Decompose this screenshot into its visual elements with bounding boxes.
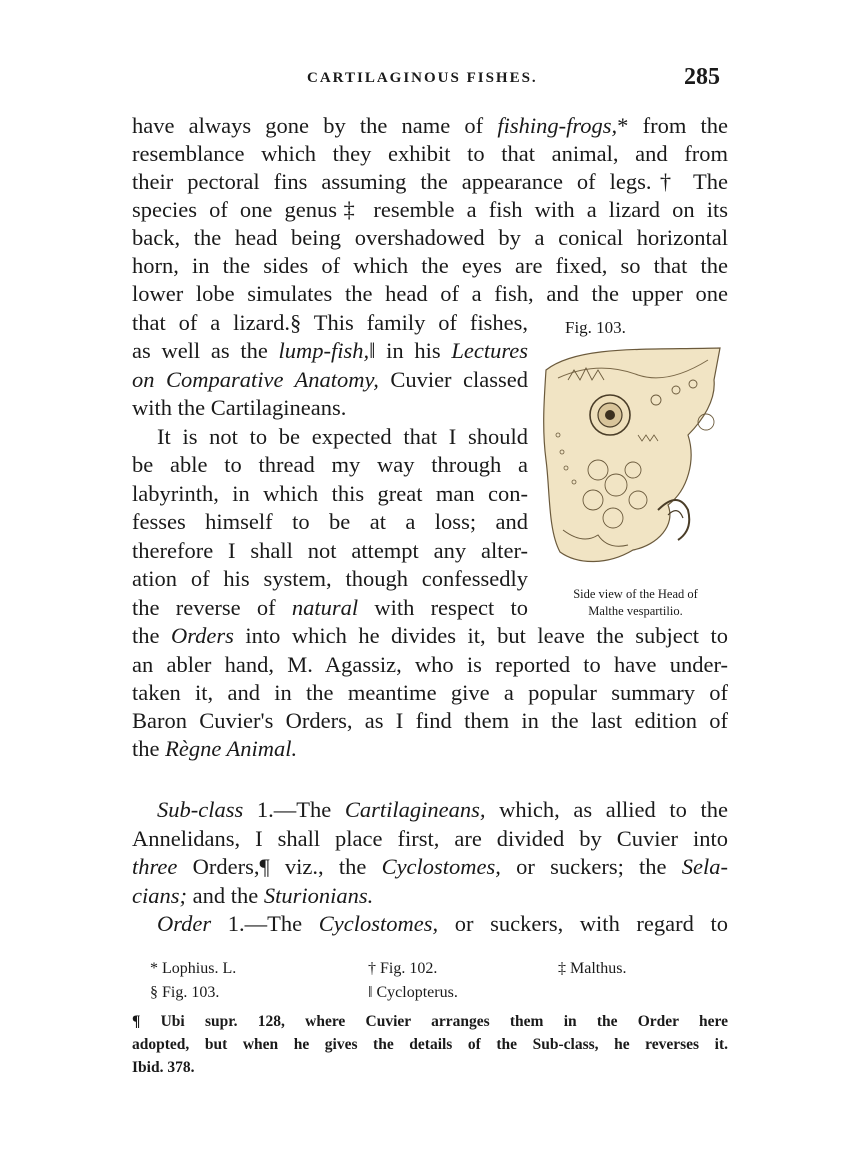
text-line: Sub-class 1.—The Cartilagineans, which, as allied to the [157, 797, 728, 822]
text-line: It is not to be expected that I should [157, 424, 528, 449]
running-head [132, 66, 728, 94]
text-line: ation of his system, though confessedly [132, 566, 528, 591]
text-line: be able to thread my way through a [132, 452, 528, 477]
footnote: Ibid. 378. [132, 1059, 195, 1076]
text-line: resemblance which they exhibit to that animal, and from [132, 141, 728, 166]
page-number: 285 [684, 64, 720, 90]
text-line: horn, in the sides of which the eyes are fixed, so that the [132, 253, 728, 278]
footnote: adopted, but when he gives the details of the Sub-class, he reverses it. [132, 1036, 728, 1053]
text-line: Annelidans, I shall place first, are divided by Cuvier into [132, 826, 728, 851]
footnote: § Fig. 103. [150, 984, 220, 1001]
text-line: the reverse of natural with respect to [132, 595, 529, 620]
figure-caption: Side view of the Head of Malthe vespartilio. [573, 587, 698, 618]
footnote: * Lophius. L. [150, 960, 237, 977]
text-line: fesses himself to be at a loss; and [132, 509, 528, 534]
figure-label: Fig. 103. [565, 318, 626, 337]
text-line: the Orders into which he divides it, but leave the subject to [132, 623, 729, 648]
text-line: taken it, and in the meantime give a popular summary of [132, 680, 728, 705]
footnote: ‡ Malthus. [558, 960, 627, 977]
text-line: have always gone by the name of fishing-frogs,* from the [132, 113, 728, 138]
text-line: their pectoral fins assuming the appearance of legs.† The [132, 169, 728, 194]
text-line: therefore I shall not attempt any alter- [132, 538, 528, 563]
running-title: CARTILAGINOUS FISHES. [307, 70, 538, 86]
text-line: with the Cartilagineans. [132, 395, 347, 420]
footnote: † Fig. 102. [368, 960, 438, 977]
fish-head-illustration [538, 340, 728, 578]
text-line: on Comparative Anatomy, Cuvier classed [132, 367, 528, 392]
text-line: Order 1.—The Cyclostomes, or suckers, with regard to [157, 911, 729, 936]
text-line: three Orders,¶ viz., the Cyclostomes, or suckers; the Sela- [132, 854, 728, 879]
text-line: as well as the lump-fish,‖ in his Lectures [132, 338, 528, 363]
text-line: cians; and the Sturionians. [132, 883, 374, 908]
text-line: the Règne Animal. [132, 736, 298, 761]
text-line: labyrinth, in which this great man con- [132, 481, 528, 506]
text-line: an abler hand, M. Agassiz, who is reported to have under- [132, 652, 728, 677]
text-line: Baron Cuvier's Orders, as I find them in the last edition of [132, 708, 728, 733]
footnote: ‖ Cyclopterus. [368, 984, 458, 1001]
text-line: back, the head being overshadowed by a conical horizontal [132, 225, 728, 250]
text-line: lower lobe simulates the head of a fish, and the upper one [132, 281, 728, 306]
text-line: that of a lizard.§ This family of fishes, [132, 310, 528, 335]
footnote: ¶ Ubi supr. 128, where Cuvier arranges them in the Order here [132, 1013, 728, 1030]
text-line: species of one genus‡ resemble a fish with a lizard on its [132, 197, 728, 222]
